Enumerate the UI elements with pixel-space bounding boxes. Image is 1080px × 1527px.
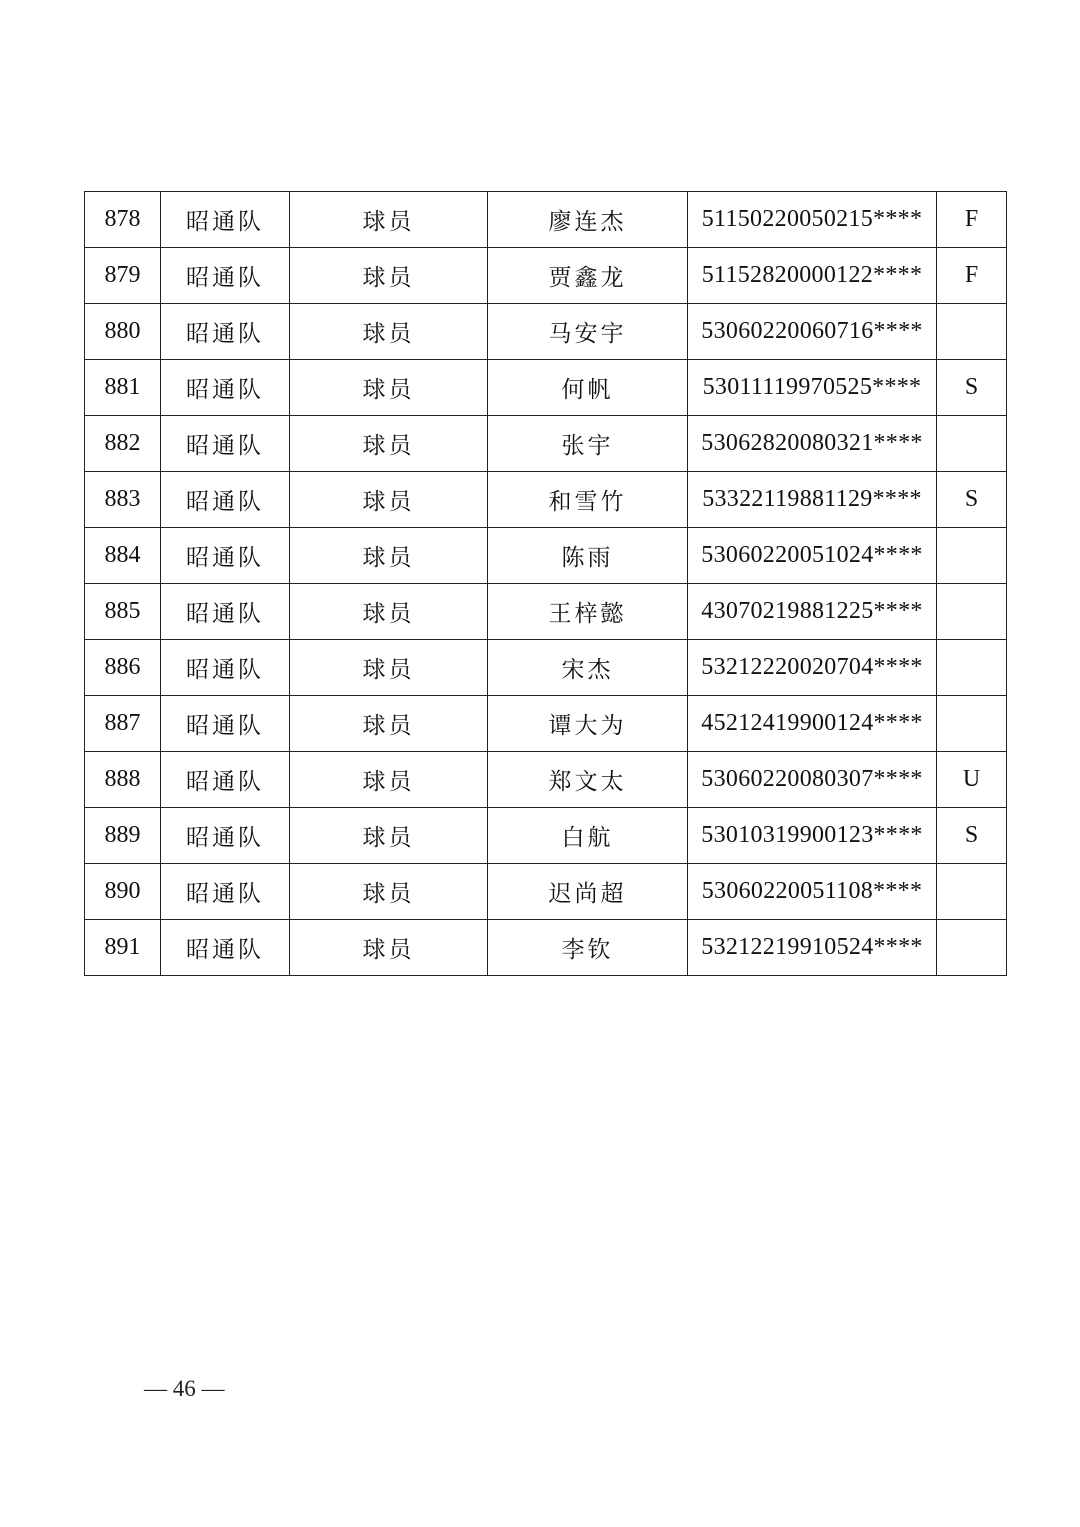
note-cell [937,528,1007,584]
role-cell: 球员 [290,360,488,416]
role-cell: 球员 [290,752,488,808]
table-row [85,416,1007,472]
row-number-cell: 879 [85,248,161,304]
id-number-cell: 53010319900123**** [688,808,937,864]
team-cell: 昭通队 [161,528,290,584]
row-number-cell: 881 [85,360,161,416]
player-name-cell: 马安宇 [488,304,688,360]
table-row [85,920,1007,976]
table-row [85,584,1007,640]
player-name-cell: 谭大为 [488,696,688,752]
team-cell: 昭通队 [161,864,290,920]
row-number-cell: 884 [85,528,161,584]
note-cell: U [937,752,1007,808]
note-cell [937,696,1007,752]
table-row [85,248,1007,304]
id-number-cell: 53322119881129**** [688,472,937,528]
id-number-cell: 53060220060716**** [688,304,937,360]
row-number-cell: 889 [85,808,161,864]
row-number-cell: 890 [85,864,161,920]
id-number-cell: 53060220051024**** [688,528,937,584]
table-row [85,808,1007,864]
role-cell: 球员 [290,416,488,472]
note-cell: F [937,248,1007,304]
role-cell: 球员 [290,808,488,864]
role-cell: 球员 [290,304,488,360]
row-number-cell: 885 [85,584,161,640]
role-cell: 球员 [290,192,488,248]
table-row [85,528,1007,584]
player-name-cell: 陈雨 [488,528,688,584]
row-number-cell: 887 [85,696,161,752]
player-name-cell: 王梓懿 [488,584,688,640]
note-cell: S [937,472,1007,528]
note-cell: F [937,192,1007,248]
note-cell [937,416,1007,472]
id-number-cell: 51150220050215**** [688,192,937,248]
table-row [85,360,1007,416]
table-row [85,304,1007,360]
player-roster-table [84,191,1007,976]
page-number: — 46 — [144,1376,225,1401]
role-cell: 球员 [290,248,488,304]
role-cell: 球员 [290,584,488,640]
note-cell [937,304,1007,360]
player-name-cell: 白航 [488,808,688,864]
id-number-cell: 53212220020704**** [688,640,937,696]
role-cell: 球员 [290,864,488,920]
table-row [85,864,1007,920]
note-cell [937,920,1007,976]
row-number-cell: 878 [85,192,161,248]
id-number-cell: 53060220080307**** [688,752,937,808]
team-cell: 昭通队 [161,640,290,696]
table-row [85,472,1007,528]
id-number-cell: 51152820000122**** [688,248,937,304]
note-cell: S [937,808,1007,864]
id-number-cell: 43070219881225**** [688,584,937,640]
note-cell: S [937,360,1007,416]
id-number-cell: 45212419900124**** [688,696,937,752]
roster-body [85,192,1007,976]
role-cell: 球员 [290,640,488,696]
role-cell: 球员 [290,528,488,584]
note-cell [937,640,1007,696]
role-cell: 球员 [290,920,488,976]
note-cell [937,584,1007,640]
player-name-cell: 李钦 [488,920,688,976]
player-name-cell: 张宇 [488,416,688,472]
player-name-cell: 迟尚超 [488,864,688,920]
role-cell: 球员 [290,472,488,528]
table-row [85,192,1007,248]
player-name-cell: 和雪竹 [488,472,688,528]
table-row [85,752,1007,808]
table-row [85,640,1007,696]
row-number-cell: 886 [85,640,161,696]
row-number-cell: 891 [85,920,161,976]
id-number-cell: 53060220051108**** [688,864,937,920]
player-name-cell: 郑文太 [488,752,688,808]
team-cell: 昭通队 [161,752,290,808]
team-cell: 昭通队 [161,584,290,640]
row-number-cell: 880 [85,304,161,360]
team-cell: 昭通队 [161,304,290,360]
team-cell: 昭通队 [161,920,290,976]
team-cell: 昭通队 [161,248,290,304]
player-name-cell: 贾鑫龙 [488,248,688,304]
role-cell: 球员 [290,696,488,752]
team-cell: 昭通队 [161,808,290,864]
id-number-cell: 53212219910524**** [688,920,937,976]
player-name-cell: 宋杰 [488,640,688,696]
row-number-cell: 888 [85,752,161,808]
team-cell: 昭通队 [161,472,290,528]
id-number-cell: 53062820080321**** [688,416,937,472]
team-cell: 昭通队 [161,192,290,248]
note-cell [937,864,1007,920]
player-name-cell: 何帆 [488,360,688,416]
player-name-cell: 廖连杰 [488,192,688,248]
table-row [85,696,1007,752]
row-number-cell: 882 [85,416,161,472]
team-cell: 昭通队 [161,360,290,416]
id-number-cell: 53011119970525**** [688,360,937,416]
team-cell: 昭通队 [161,416,290,472]
team-cell: 昭通队 [161,696,290,752]
row-number-cell: 883 [85,472,161,528]
